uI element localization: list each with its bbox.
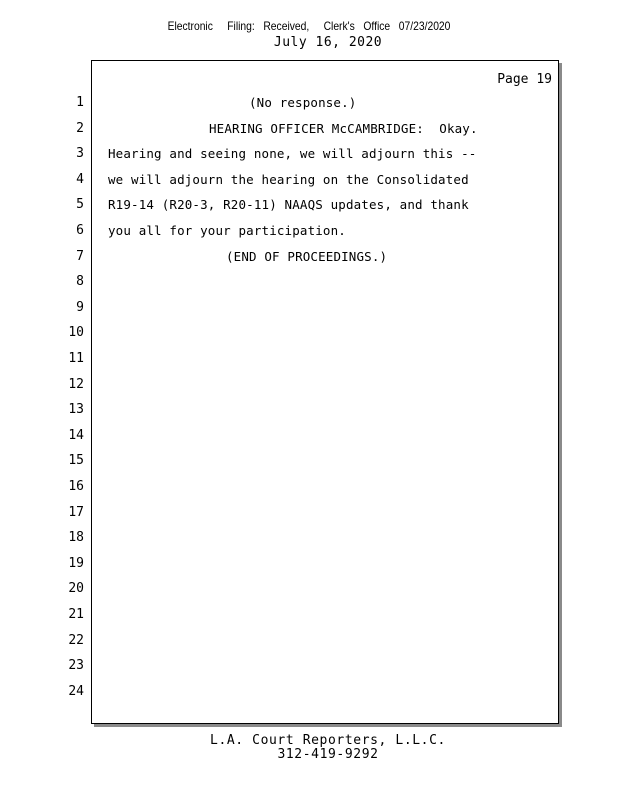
line-number: 9 [76,300,84,315]
line-number: 20 [68,581,84,596]
line-number: 8 [76,274,84,289]
line-number: 17 [68,505,84,520]
line-number: 21 [68,607,84,622]
line-number: 18 [68,530,84,545]
line-number: 10 [68,325,84,340]
line-number: 5 [76,197,84,212]
line-number: 2 [76,121,84,136]
transcript-line-1: (No response.) [249,95,357,110]
line-number: 23 [68,658,84,673]
line-number: 16 [68,479,84,494]
line-number: 15 [68,453,84,468]
line-number: 1 [76,95,84,110]
line-number: 7 [76,249,84,264]
line-number: 14 [68,428,84,443]
transcript-line-4: we will adjourn the hearing on the Consolidated [108,172,469,187]
line-number: 11 [68,351,84,366]
transcript-line-5: R19-14 (R20-3, R20-11) NAAQS updates, and thank [108,197,469,212]
transcript-line-2: HEARING OFFICER McCAMBRIDGE: Okay. [209,121,478,136]
line-number: 3 [76,146,84,161]
line-number: 4 [76,172,84,187]
line-number: 12 [68,377,84,392]
reporter-phone: 312-419-9292 [277,747,379,762]
line-number: 24 [68,684,84,699]
transcript-date: July 16, 2020 [273,35,383,50]
line-number: 6 [76,223,84,238]
line-number: 13 [68,402,84,417]
transcript-line-3: Hearing and seeing none, we will adjourn this -- [108,146,477,161]
reporter-company: L.A. Court Reporters, L.L.C. [210,733,446,748]
line-number-column [0,0,84,800]
transcript-line-6: you all for your participation. [108,223,346,238]
line-number: 22 [68,633,84,648]
page-number: Page 19 [497,72,552,87]
filing-stamp: Electronic Filing: Received, Clerk's Office 07/23/2020 [167,19,451,33]
transcript-line-7: (END OF PROCEEDINGS.) [226,249,388,264]
line-number: 19 [68,556,84,571]
